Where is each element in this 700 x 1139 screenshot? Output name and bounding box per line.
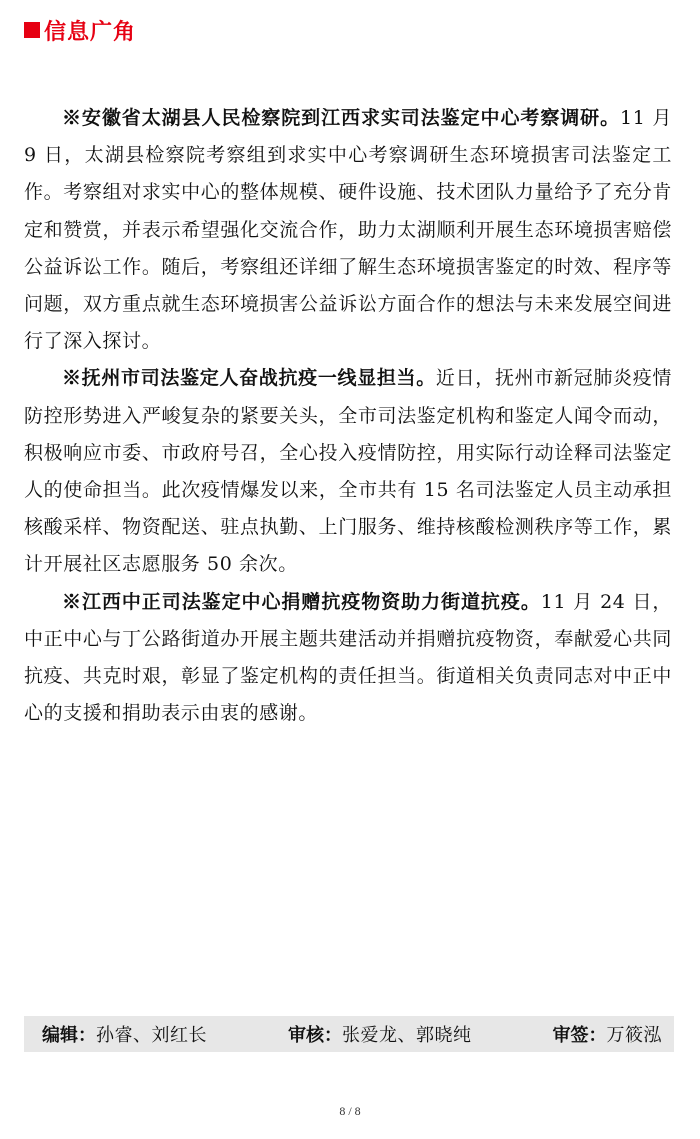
reviewer-credit <box>288 1021 472 1047</box>
approver-value: 万筱泓 <box>606 1025 662 1046</box>
section-title: 信息广角 <box>44 19 137 45</box>
reviewer-value: 张爱龙、郭晓纯 <box>342 1025 472 1046</box>
editorial-credits <box>24 1016 674 1052</box>
red-square-icon <box>24 22 40 38</box>
approver-credit <box>553 1021 663 1047</box>
news-item-body: 近日，抚州市新冠肺炎疫情防控形势进入严峻复杂的紧要关头，全市司法鉴定机构和鉴定人闻令而动，积极响应市委、市政府号召，全心投入疫情防控，用实际行动诠释司法鉴定人的使命担当。此次疫情爆发以来，全市共有 15 名司法鉴定人员主动承担核酸采样、物资配送、驻点执勤、上门服务、维持核酸检测秩序等工作，累计开展社区志愿服务 50 余次。 <box>24 367 672 576</box>
news-item-3 <box>24 584 672 733</box>
news-item-headline: ※安徽省太湖县人民检察院到江西求实司法鉴定中心考察调研。 <box>62 107 621 129</box>
news-item-body: 11 月 9 日，太湖县检察院考察组到求实中心考察调研生态环境损害司法鉴定工作。考察组对求实中心的整体规模、硬件设施、技术团队力量给予了充分肯定和赞赏，并表示希望强化交流合作，助力太湖顺利开展生态环境损害赔偿公益诉讼工作。随后，考察组还详细了解生态环境损害鉴定的时效、程序等问题，双方重点就生态环境损害公益诉讼方面合作的想法与未来发展空间进行了深入探讨。 <box>24 107 672 353</box>
page-number: 8 / 8 <box>339 1104 361 1118</box>
news-item-body: 11 月 24 日，中正中心与丁公路街道办开展主题共建活动并捐赠抗疫物资，奉献爱心共同抗疫、共克时艰，彰显了鉴定机构的责任担当。街道相关负责同志对中正中心的支援和捐助表示由衷的感谢。 <box>24 590 672 725</box>
editor-label: 编辑： <box>42 1025 96 1046</box>
news-item-headline: ※江西中正司法鉴定中心捐赠抗疫物资助力街道抗疫。 <box>62 590 541 613</box>
editor-credit <box>42 1021 207 1047</box>
news-item-2 <box>24 360 672 583</box>
editor-value: 孙睿、刘红长 <box>96 1025 207 1046</box>
approver-label: 审签： <box>552 1025 607 1046</box>
news-item-headline: ※抚州市司法鉴定人奋战抗疫一线显担当。 <box>62 367 436 390</box>
reviewer-label: 审核： <box>288 1025 342 1046</box>
news-item-1 <box>24 100 672 360</box>
section-header <box>24 14 136 46</box>
news-content <box>24 100 672 732</box>
